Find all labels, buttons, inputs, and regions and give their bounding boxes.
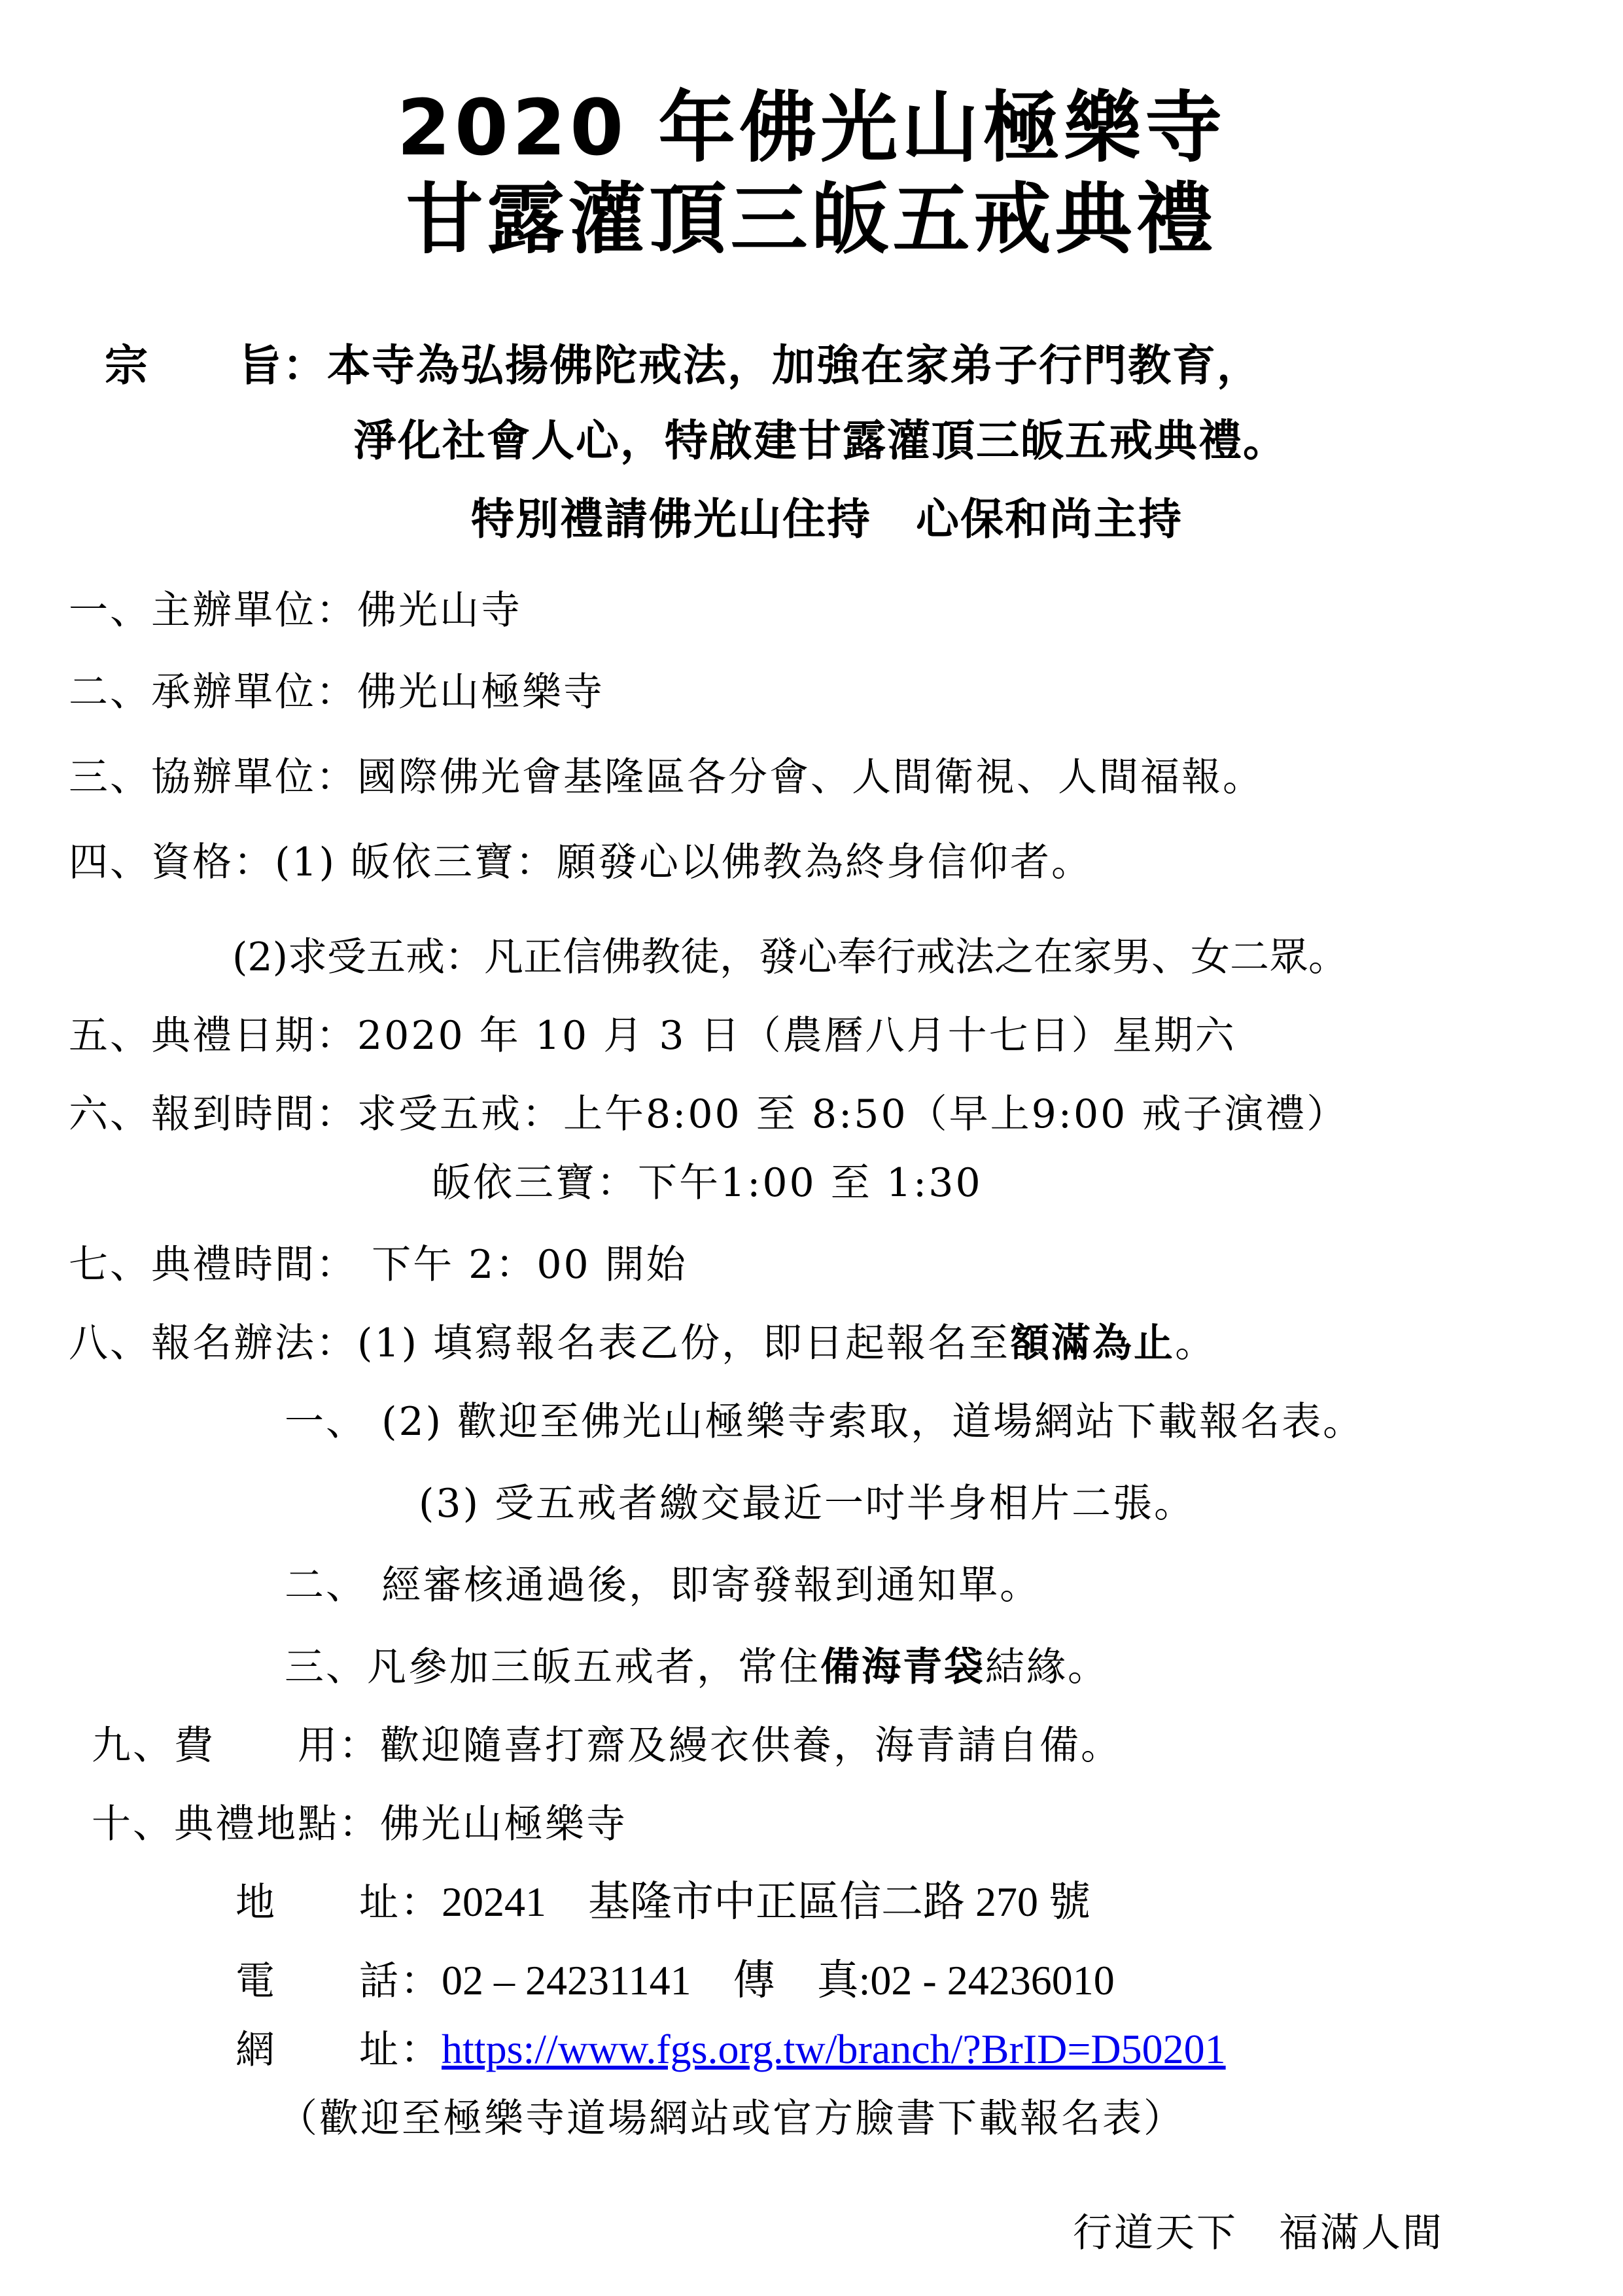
gift-bold: 備海青袋 bbox=[820, 1644, 985, 1690]
registration-suffix: 。 bbox=[1175, 1320, 1217, 1366]
registration-text: 八、報名辦法：(1) 填寫報名表乙份，即日起報名至 bbox=[69, 1320, 1011, 1366]
address-row bbox=[236, 1868, 1091, 1928]
purpose-line-1: 本寺為弘揚佛陀戒法，加強在家弟子行門教育， bbox=[327, 340, 1261, 391]
registration-item-1 bbox=[69, 1312, 1216, 1368]
phone-value: 02 – 24231141 傳 真:02 - 24236010 bbox=[442, 1957, 1115, 2004]
website-label: 網 址： bbox=[236, 2027, 442, 2073]
qualification-item-2: (2)求受五戒：凡正信佛教徒，發心奉行戒法之在家男、女二眾。 bbox=[232, 934, 1348, 980]
phone-label: 電 話： bbox=[236, 1958, 442, 2004]
checkin-item-2: 皈依三寶：下午1:00 至 1:30 bbox=[432, 1160, 983, 1206]
host-item: 二、承辦單位：佛光山極樂寺 bbox=[69, 669, 604, 715]
qualification-item-1: 四、資格：(1) 皈依三寶：願發心以佛教為終身信仰者。 bbox=[69, 839, 1093, 885]
registration-deadline-bold: 額滿為止 bbox=[1010, 1320, 1176, 1366]
purpose-label: 宗 旨： bbox=[105, 340, 327, 391]
checkin-item-1: 六、報到時間：求受五戒：上午8:00 至 8:50（早上9:00 戒子演禮） bbox=[69, 1091, 1348, 1137]
phone-row bbox=[236, 1947, 1115, 2007]
purpose-line-2: 淨化社會人心，特啟建甘露灌頂三皈五戒典禮。 bbox=[353, 415, 1287, 466]
date-item: 五、典禮日期：2020 年 10 月 3 日（農曆八月十七日）星期六 bbox=[69, 1013, 1236, 1059]
gift-item bbox=[285, 1636, 1109, 1692]
gift-suffix: 結緣。 bbox=[985, 1644, 1109, 1690]
title-line-2: 甘露灌頂三皈五戒典禮 bbox=[406, 174, 1217, 264]
gift-text: 三、凡參加三皈五戒者，常住 bbox=[285, 1644, 820, 1690]
website-link[interactable]: https://www.fgs.org.tw/branch/?BrID=D50201 bbox=[442, 2026, 1226, 2072]
download-note: （歡迎至極樂寺道場網站或官方臉書下載報名表） bbox=[278, 2096, 1185, 2142]
website-row bbox=[236, 2019, 1226, 2075]
address-value: 20241 基隆市中正區信二路 270 號 bbox=[442, 1879, 1091, 1925]
purpose-section bbox=[105, 330, 1261, 393]
title-line-1: 2020 年佛光山極樂寺 bbox=[396, 82, 1227, 173]
purpose-line-3: 特別禮請佛光山住持 心保和尚主持 bbox=[471, 494, 1183, 544]
review-item: 二、 經審核通過後，即寄發報到通知單。 bbox=[285, 1563, 1041, 1608]
organizer-item: 一、主辦單位：佛光山寺 bbox=[69, 588, 522, 633]
footer-motto: 行道天下 福滿人間 bbox=[1073, 2210, 1444, 2256]
co-organizer-item: 三、協辦單位：國際佛光會基隆區各分會、人間衛視、人間福報。 bbox=[69, 754, 1264, 800]
address-label: 地 址： bbox=[236, 1880, 442, 1926]
venue-item: 十、典禮地點：佛光山極樂寺 bbox=[92, 1801, 627, 1847]
fee-item: 九、費 用：歡迎隨喜打齋及縵衣供養，海青請自備。 bbox=[92, 1723, 1122, 1769]
ceremony-time-item: 七、典禮時間： 下午 2：00 開始 bbox=[69, 1242, 688, 1288]
registration-item-3: (3) 受五戒者繳交最近一吋半身相片二張。 bbox=[419, 1481, 1196, 1527]
registration-item-2: 一、 (2) 歡迎至佛光山極樂寺索取，道場網站下載報名表。 bbox=[285, 1399, 1365, 1445]
